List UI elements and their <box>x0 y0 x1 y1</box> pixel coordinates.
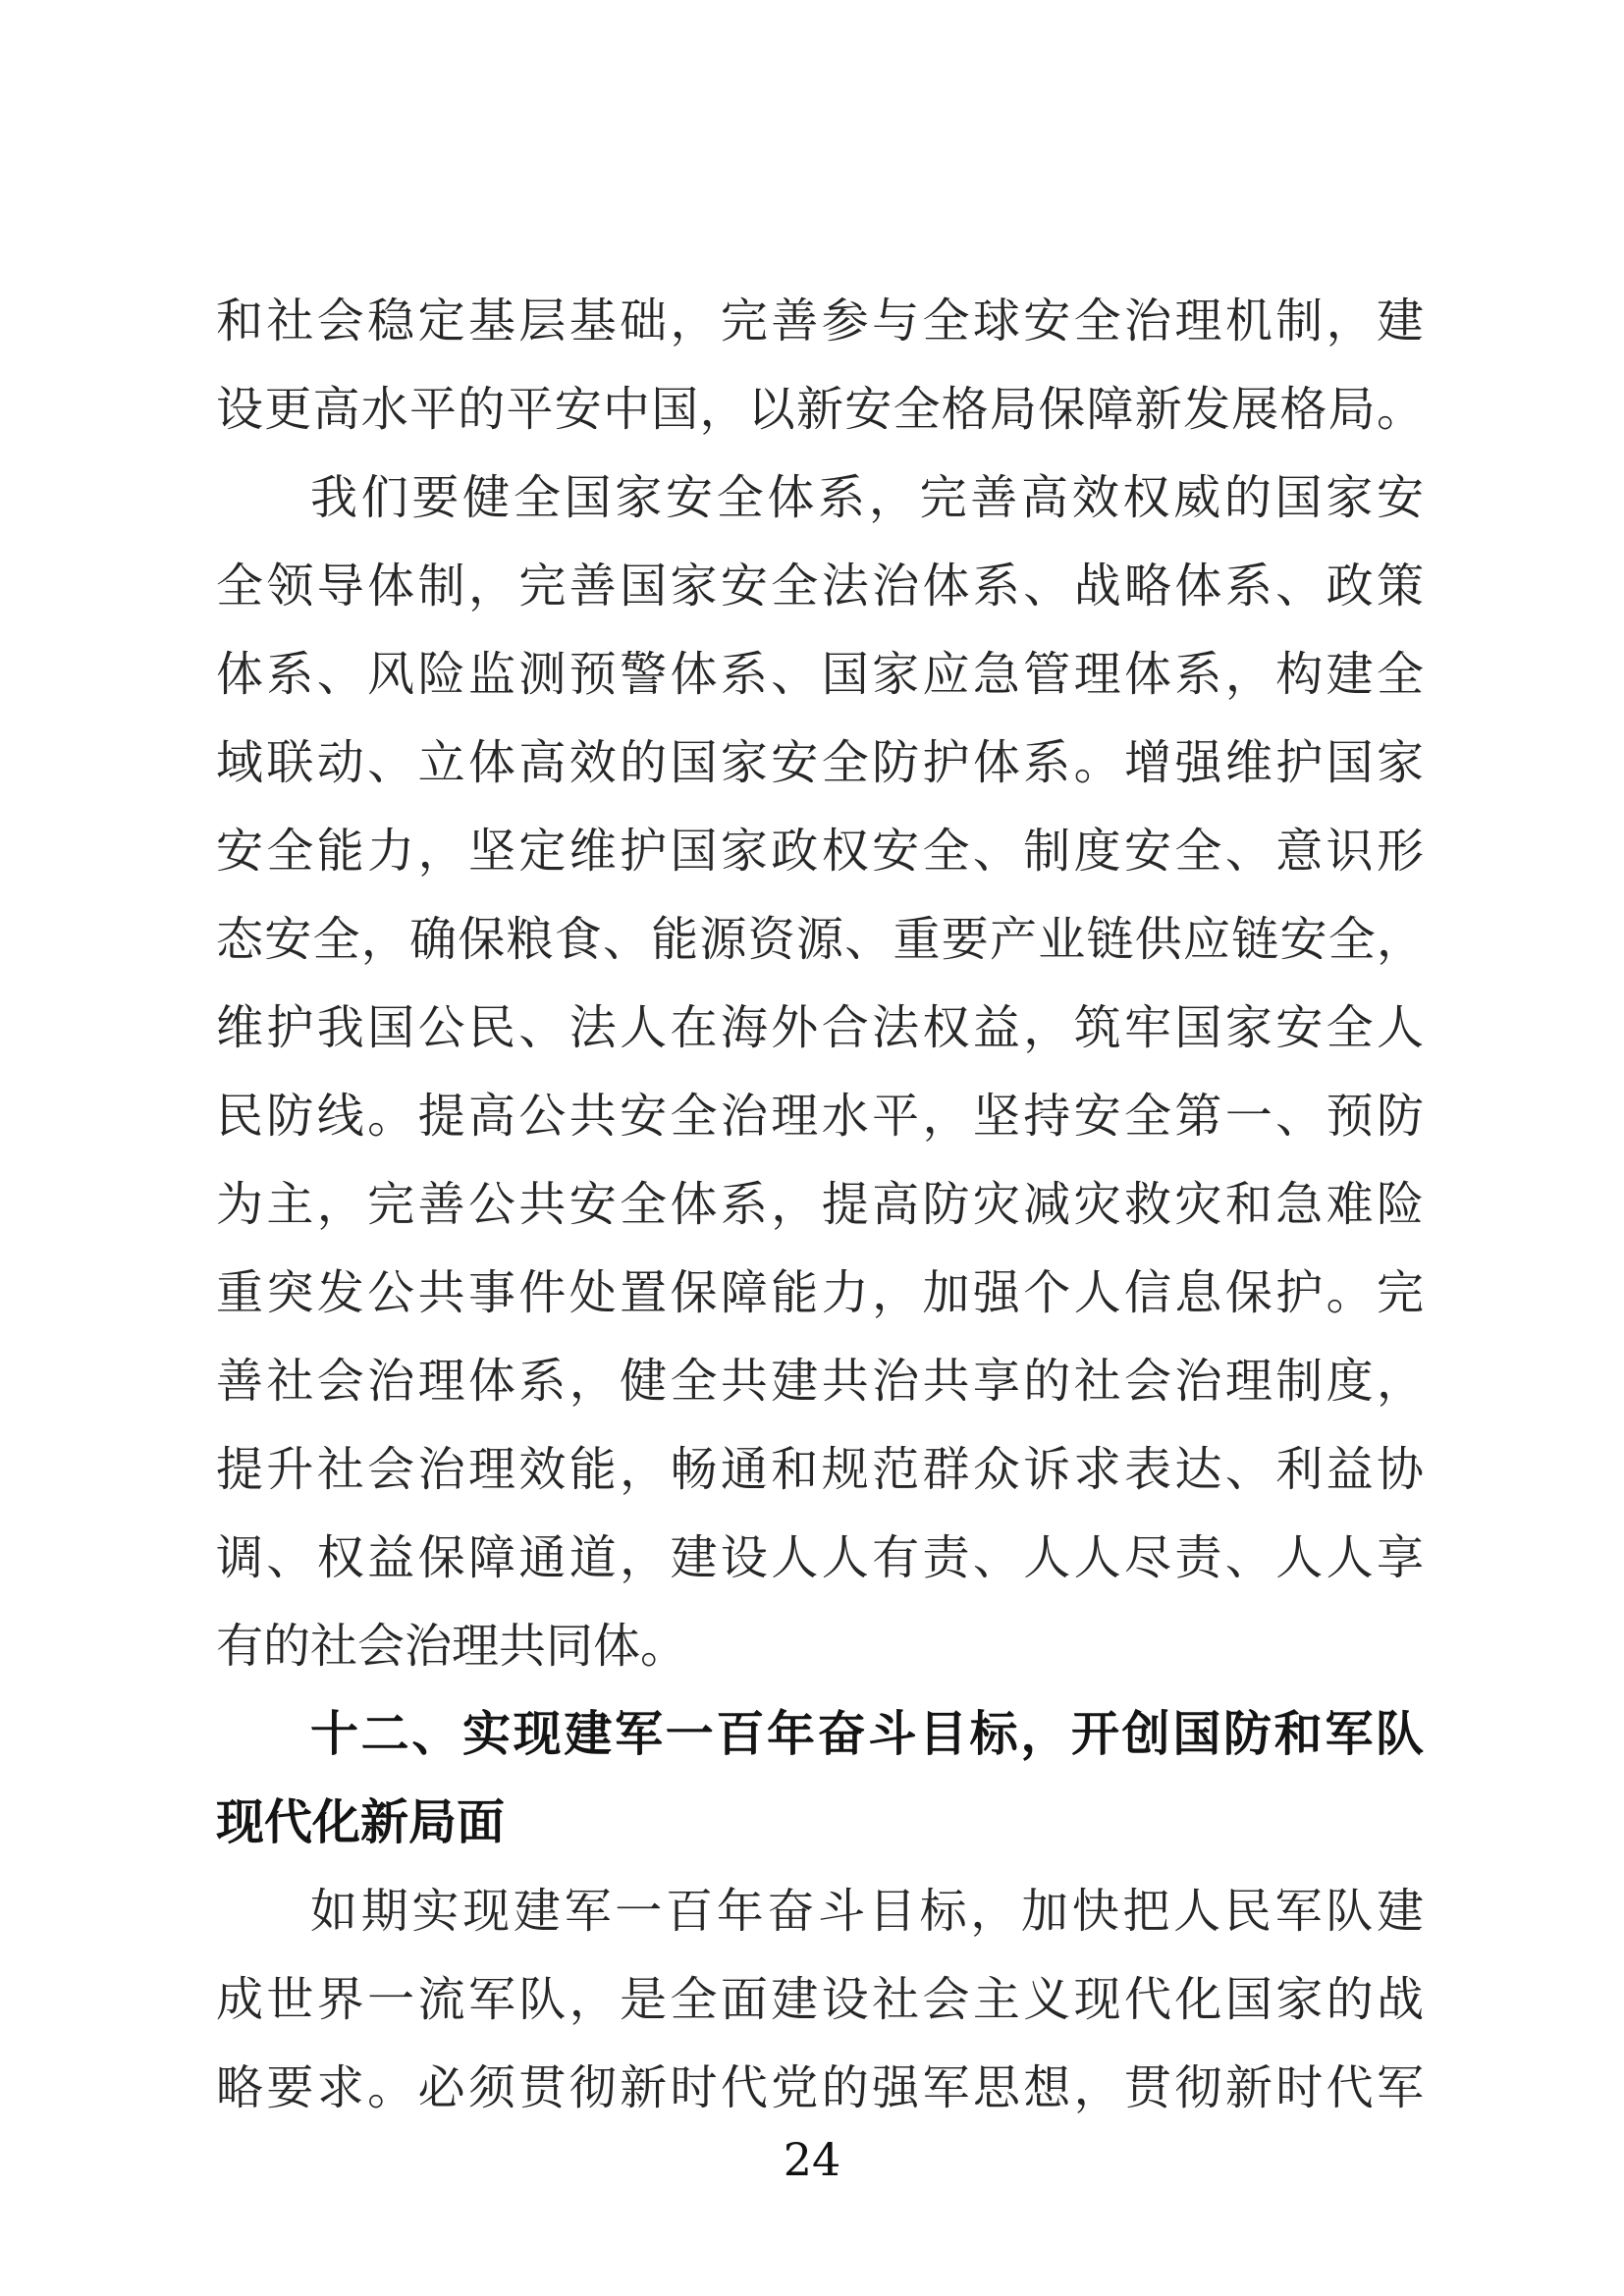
text-line: 维护我国公民、法人在海外合法权益，筑牢国家安全人 <box>216 1000 1424 1055</box>
text-line: 为主，完善公共安全体系，提高防灾减灾救灾和急难险 <box>216 1177 1424 1232</box>
text-line: 重突发公共事件处置保障能力，加强个人信息保护。完 <box>216 1265 1424 1320</box>
text-line: 民防线。提高公共安全治理水平，坚持安全第一、预防 <box>216 1089 1424 1144</box>
text-line: 我们要健全国家安全体系，完善高效权威的国家安 <box>310 470 1424 525</box>
text-line: 如期实现建军一百年奋斗目标，加快把人民军队建 <box>310 1884 1424 1939</box>
text-line: 善社会治理体系，健全共建共治共享的社会治理制度， <box>216 1354 1424 1409</box>
text-line: 提升社会治理效能，畅通和规范群众诉求表达、利益协 <box>216 1442 1424 1497</box>
paragraph-continuation <box>216 277 1424 454</box>
heading-line: 十二、实现建军一百年奋斗目标，开创国防和军队 <box>310 1706 1424 1762</box>
text-line: 域联动、立体高效的国家安全防护体系。增强维护国家 <box>216 735 1424 790</box>
text-line: 设更高水平的平安中国，以新安全格局保障新发展格局。 <box>216 382 1424 437</box>
text-line: 有的社会治理共同体。 <box>216 1619 688 1674</box>
text-line: 调、权益保障通道，建设人人有责、人人尽责、人人享 <box>216 1530 1424 1585</box>
text-line: 略要求。必须贯彻新时代党的强军思想，贯彻新时代军 <box>216 2060 1424 2115</box>
page-number: 24 <box>783 2133 841 2186</box>
text-line: 成世界一流军队，是全面建设社会主义现代化国家的战 <box>216 1972 1424 2027</box>
heading-line: 现代化新局面 <box>216 1794 506 1850</box>
text-line: 体系、风险监测预警体系、国家应急管理体系，构建全 <box>216 647 1424 702</box>
text-line: 全领导体制，完善国家安全法治体系、战略体系、政策 <box>216 559 1424 614</box>
text-column <box>216 277 1424 2132</box>
paragraph-national-security <box>216 454 1424 1690</box>
paragraph-military-goal <box>216 1867 1424 2132</box>
section-heading <box>216 1690 1424 1867</box>
text-line: 安全能力，坚定维护国家政权安全、制度安全、意识形 <box>216 824 1424 879</box>
text-line: 态安全，确保粮食、能源资源、重要产业链供应链安全， <box>216 912 1424 967</box>
text-line: 和社会稳定基层基础，完善参与全球安全治理机制，建 <box>216 294 1424 348</box>
